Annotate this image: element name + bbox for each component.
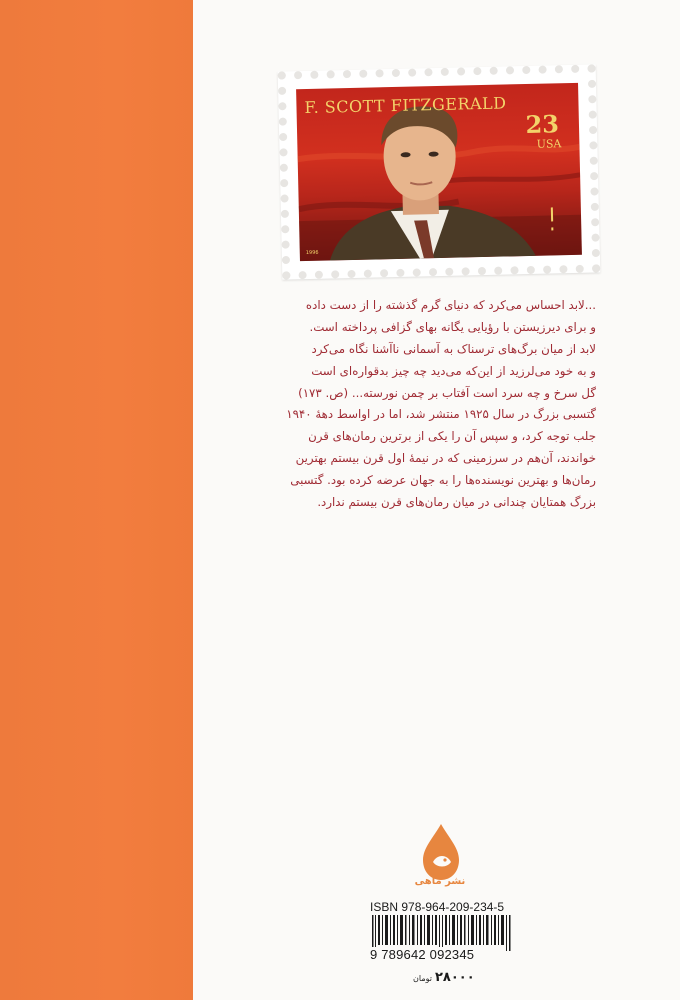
quote-line: و برای دیرزیستن با رؤیایی یگانه بهای گزافی پرداخته است. [309,320,596,334]
barcode-digits: 9 789642 092345 [370,947,475,962]
blurb-line: رمان‌ها و بهترین نویسنده‌ها را به جهان عرضه کرده بود. گتسبی [290,473,596,487]
publisher-name: نشر ماهی [414,876,466,887]
quote-line: و به خود می‌لرزید از این‌که می‌دید چه چیز بدقواره‌ای است [311,364,596,378]
price-unit: تومان [413,974,432,983]
orange-spine-band [0,0,193,1000]
isbn-text: ISBN 978-964-209-234-5 [370,900,505,914]
blurb-line: بزرگ همتایان چندانی در میان رمان‌های قرن بیستم ندارد. [317,495,596,509]
blurb-line: گتسبی بزرگ در سال ۱۹۲۵ منتشر شد، اما در اواسط دههٔ ۱۹۴۰ [286,407,596,421]
quote-paragraph [266,294,596,404]
stamp-country: USA [536,137,562,151]
quote-line: ...لابد احساس می‌کرد که دنیای گرم گذشته را از دست داده [305,298,596,312]
quote-line: گل سرخ و چه سرد است آفتاب بر چمن نورسته... (ص. ۱۷۳) [298,386,596,400]
blurb-paragraph [266,403,596,513]
price-amount: ۲۸۰۰۰ [434,970,475,985]
stamp-name: F. SCOTT FITZGERALD [304,93,507,118]
quote-line: لابد از میان برگ‌های ترسناک به آسمانی ناآشنا نگاه می‌کرد [311,342,596,356]
stamp-portrait-artwork [296,83,582,261]
stamp-year: 1996 [305,249,319,257]
price-label [413,970,475,985]
blurb-line: خواندند، آن‌هم در سرزمینی که در نیمهٔ اول قرن بیستم بهترین [295,451,596,465]
barcode-icon [372,915,512,951]
fitzgerald-postage-stamp [278,64,601,279]
stamp-value: 23 [525,109,560,140]
blurb-line: جلب توجه کرد، و سپس آن را یکی از برترین رمان‌های قرن [308,429,596,443]
